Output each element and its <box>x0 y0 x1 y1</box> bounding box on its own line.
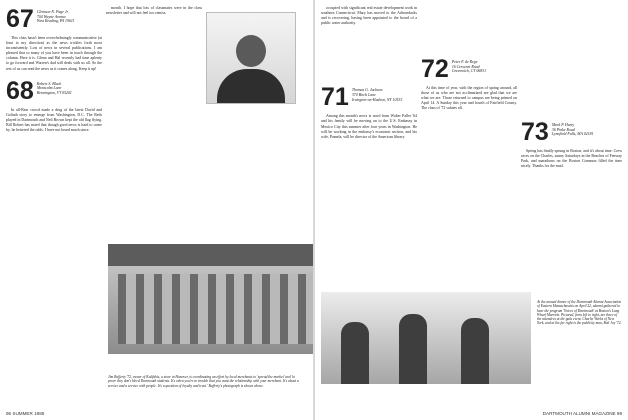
class-note-72-header <box>421 55 517 83</box>
class-secretary-address: Robert S. Black Montcalm Lane Bennington, VT 05201 <box>36 81 72 95</box>
left-column-2 <box>106 6 202 206</box>
class-note-body: At this time of year, with the region of spring around, all those of us who are not acclimatized are glad that we are what we are. Those returned to campus are being primed on April 14. A Sunday this year and fourth of Fairfield County. The class of '72 salutes all. <box>421 86 517 111</box>
class-secretary-address: Peter F. de Rege 16 Crescent Road Greenwich, CT 06831 <box>451 60 487 74</box>
right-page <box>315 0 628 420</box>
right-column-3 <box>521 6 622 296</box>
class-photo-portrait <box>206 8 307 104</box>
class-note-73-header <box>521 118 622 146</box>
page-footer-left: 96 SUMMER 1985 <box>6 411 45 416</box>
photo-caption: Jim Rafferty '72, owner of Kalifakis, a store in Hanover, is coordinating an effort by local merchants to 'spread the market' and 'to prove they don't bleed Dartmouth students. It's when you're in trouble that you want the relationship with your merchant. It's about a service and a service with people. It's a question of loyalty and trust.' Rafferty's photograph is shown above. <box>108 375 299 388</box>
storefront-photo <box>106 202 306 392</box>
column-continuation: occupied with significant real estate development work in southern Connecticut. Mary has moved to the Adirondacks and is recovering, having been appointed to the board of a public water authority. <box>321 6 417 26</box>
class-note-67-header <box>6 8 102 31</box>
left-column-1 <box>6 6 102 410</box>
storefront-photo-image <box>108 244 313 354</box>
class-note-body: Spring has finally sprung in Boston, and it's about time. Crew races on the Charles, sunny Saturdays in the Beaches of Fenway Park, and marathons on the Boston Common filled the time nicely. Thanks for the mail. <box>521 149 622 169</box>
class-note-68-header <box>6 76 102 105</box>
page-footer-right: DARTMOUTH ALUMNI MAGAZINE 99 <box>542 411 622 416</box>
class-note-body: This class hasn't been overwhelmingly communicative (at least to my direction) as the news trickles forth most inconsistently. Lots of news in several publications. I am pleased that so many of you have been in touch through the column. Here it is. Glenn and Hal recently had time aplenty to go forward and Warren's dad still deals with us all. So the rest of us can read the news as it comes along. Keep it up! <box>6 36 102 71</box>
portrait-photo <box>206 12 296 104</box>
left-column-3 <box>206 6 307 206</box>
class-note-body: Among this month's news is word from Walter Paller '64 and his family will be moving on to the U.S. Embassy in Mexico City this summer after four years in Washington. He will be working in the embassy's economic section, and his wife, Pamela, will be director of the American library. <box>321 114 417 139</box>
class-secretary-address: Mark P. Harty 36 Pinke Road Lynnfield Falls, MA 02181 <box>551 123 594 137</box>
class-secretary-address: Clemson N. Page Jr. 704 Wayne Avenue West Reading, PA 19611 <box>36 10 75 24</box>
alumni-group-photo <box>321 292 531 384</box>
class-number: 72 <box>421 55 449 83</box>
class-number: 71 <box>321 83 349 112</box>
class-number: 67 <box>6 6 34 33</box>
class-number: 68 <box>6 76 34 105</box>
class-secretary-address: Thomas G. Jackson 370 Birch Lane Irvington-on-Hudson, NY 10533 <box>351 88 403 102</box>
column-continuation: month. I hope that lots of classmates were in the class newsletter and will not feel too remiss. <box>106 6 202 16</box>
left-page <box>0 0 313 420</box>
class-note-body: In all-Bear crowd made a drug of the latest David and Goliath story to emerge from Washington, D.C. The Reds played in Dartmouth and Neil Brown kept the old flag flying. Bill Robert has noted that though good news is hard to come by, he bettered the odds. I have not heard much since. <box>6 107 102 133</box>
class-number: 73 <box>521 118 549 146</box>
right-column-2 <box>421 6 517 296</box>
group-photo-caption: At the annual dinner of the Dartmouth Alumni Association of Eastern Massachusetts on April 22, alumni gathered to hear the program 'Voices of Dartmouth' at Boston's Long Wharf Marriott. Pictured, from left to right, are three of the attendees at the gala event. Charlie Weeks of New York, and at the far right is the publicity man, Bob Joy '72. <box>537 300 622 326</box>
class-note-71-header <box>321 83 417 112</box>
right-column-1 <box>321 6 417 296</box>
